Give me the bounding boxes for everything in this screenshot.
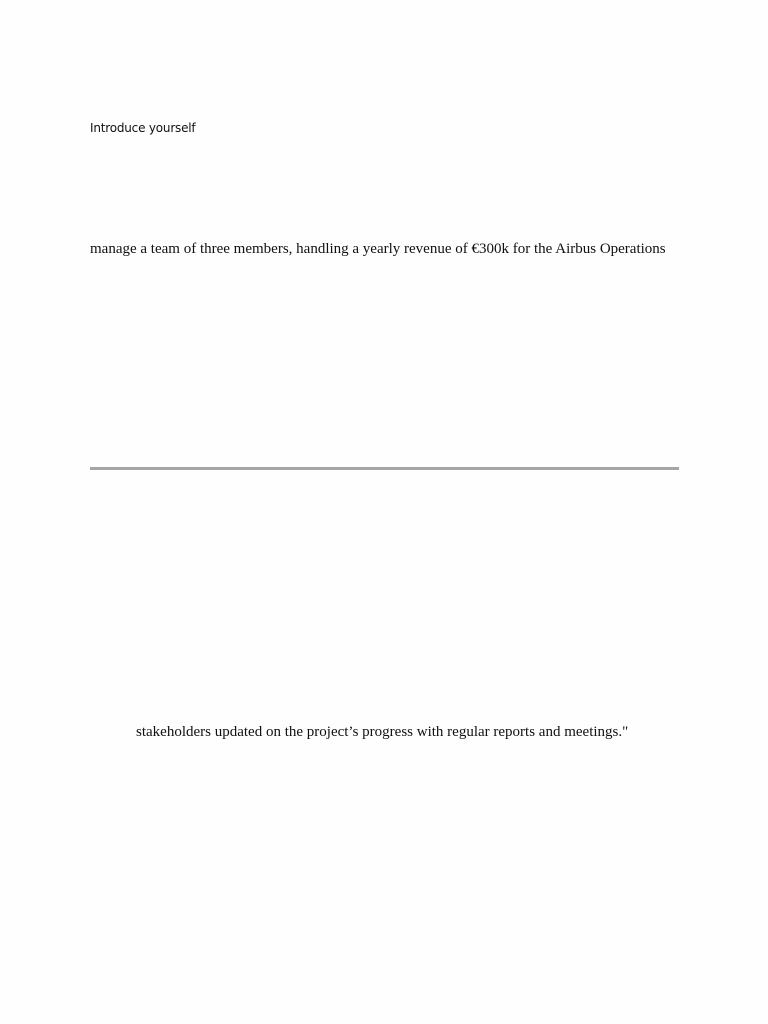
paragraph-stakeholders: stakeholders updated on the project’s progress with regular reports and meetings." [136, 724, 629, 740]
horizontal-divider [90, 467, 679, 470]
document-heading: Introduce yourself [90, 121, 196, 135]
paragraph-team-revenue: manage a team of three members, handling a yearly revenue of €300k for the Airbus Operations [90, 241, 666, 257]
